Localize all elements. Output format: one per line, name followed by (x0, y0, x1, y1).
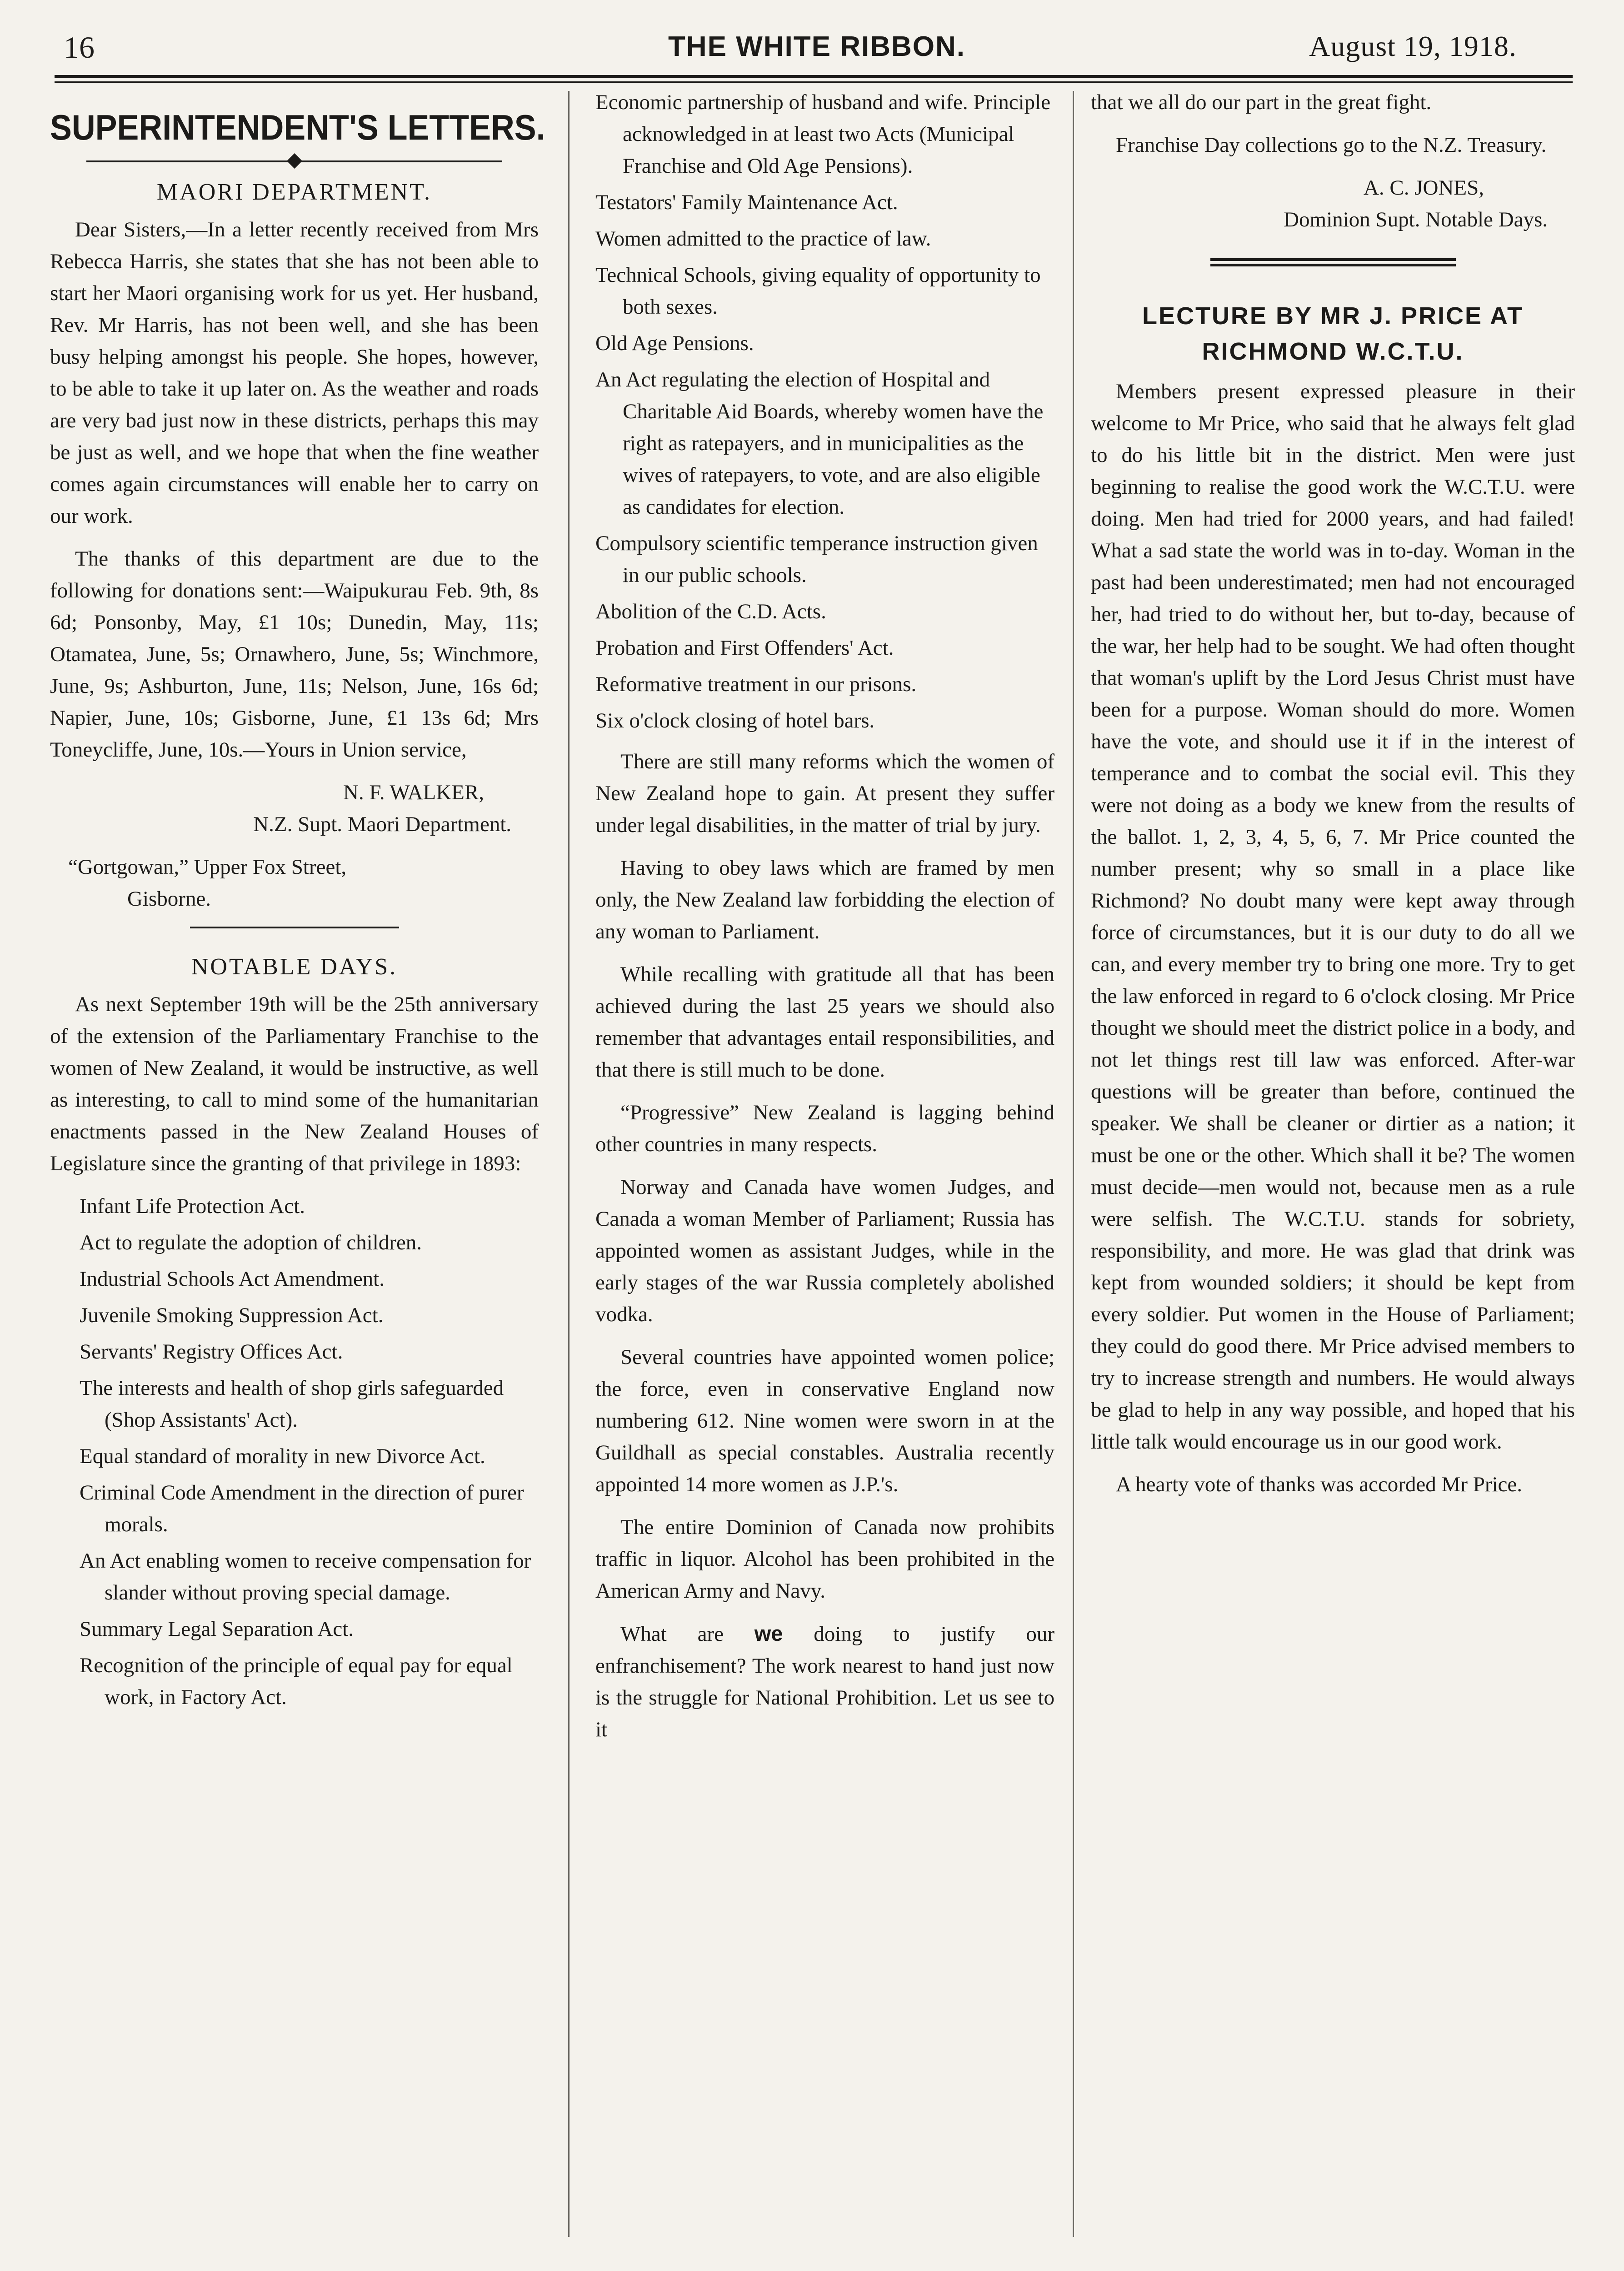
franchise-note: Franchise Day collections go to the N.Z. Treasury. (1116, 133, 1547, 157)
police-paragraph: Several countries have appointed women police; the force, even in conservative England now numbering 612. Nine women were sworn in at the Guildhall as special constables. Australia recently appointed 14 more women as J.P.'s. (595, 1345, 1054, 1496)
address-line: “Gortgowan,” Upper Fox Street, (68, 855, 347, 879)
list-item: An Act regulating the election of Hospital and Charitable Aid Boards, whereby women have the right as ratepayers, and in municipalities as the wives of ratepayers, to vote, and are also eligible as candidates for election. (595, 368, 1044, 519)
list-item: Act to regulate the adoption of children. (80, 1231, 422, 1254)
list-item: An Act enabling women to receive compensation for slander without proving special damage. (80, 1549, 531, 1604)
list-item: Juvenile Smoking Suppression Act. (80, 1303, 384, 1327)
signature-name: A. C. JONES, (1363, 176, 1484, 200)
list-item: Servants' Registry Offices Act. (80, 1340, 343, 1364)
reforms-paragraph: There are still many reforms which the women of New Zealand hope to gain. At present they suffer under legal disabilities, in the matter of trial by jury. (595, 750, 1054, 837)
laws-paragraph: Having to obey laws which are framed by men only, the New Zealand law forbidding the election of any woman to Parliament. (595, 856, 1054, 943)
column-divider (568, 91, 570, 2237)
notable-days-heading: NOTABLE DAYS. (191, 954, 398, 980)
canada-paragraph: The entire Dominion of Canada now prohibits traffic in liquor. Alcohol has been prohibited in the American Army and Navy. (595, 1515, 1054, 1603)
list-item: Women admitted to the practice of law. (595, 227, 931, 251)
list-item: Abolition of the C.D. Acts. (595, 600, 826, 623)
list-item: Old Age Pensions. (595, 331, 754, 355)
main-heading: SUPERINTENDENT'S LETTERS. (50, 107, 545, 147)
signature-title: Dominion Supt. Notable Days. (1284, 208, 1548, 231)
section-double-rule (1210, 258, 1456, 266)
header-rule (55, 75, 1573, 78)
list-item: Economic partnership of husband and wife. Principle acknowledged in at least two Acts (Municipal Franchise and Old Age Pensions). (595, 90, 1051, 178)
list-item: Infant Life Protection Act. (80, 1194, 305, 1218)
list-item: Technical Schools, giving equality of opportunity to both sexes. (595, 263, 1041, 319)
publication-title: THE WHITE RIBBON. (668, 31, 965, 62)
column-1 (50, 86, 545, 1722)
signature-name: N. F. WALKER, (343, 781, 484, 804)
continued-text: that we all do our part in the great fight. (1091, 90, 1432, 114)
ornamental-rule (50, 155, 539, 168)
list-item: Compulsory scientific temperance instruction given in our public schools. (595, 531, 1038, 587)
gratitude-paragraph: While recalling with gratitude all that has been achieved during the last 25 years we should also remember that advantages entail responsibilities, and that there is still much to be done. (595, 963, 1054, 1082)
list-item: The interests and health of shop girls safeguarded (Shop Assistants' Act). (80, 1376, 504, 1432)
list-item: Equal standard of morality in new Divorce Act. (80, 1444, 485, 1468)
address-line: Gisborne. (127, 887, 211, 911)
vote-of-thanks: A hearty vote of thanks was accorded Mr Price. (1116, 1473, 1523, 1496)
acts-list-continued (595, 86, 1054, 737)
notable-days-intro: As next September 19th will be the 25th anniversary of the extension of the Parliamentary Franchise to the women of New Zealand, it would be instructive, as well as interesting, to call to mind some of the humanitarian enactments passed in the New Zealand Houses of Legislature since the granting of that privilege in 1893: (50, 993, 539, 1175)
list-item: Reformative treatment in our prisons. (595, 672, 917, 696)
maori-letter-paragraph: Dear Sisters,—In a letter recently received from Mrs Rebecca Harris, she states that she has not been able to start her Maori organising work for us yet. Her husband, Rev. Mr Harris, has not been well, and she has been busy helping amongst his people. She hopes, however, to be able to take it up later on. As the weather and roads are very bad just now in these districts, perhaps this may be just as well, and we hope that when the fine weather comes again circumstances will enable her to carry on our work. (50, 218, 539, 528)
issue-date: August 19, 1918. (1309, 30, 1517, 62)
page-header (45, 25, 1554, 75)
list-item: Testators' Family Maintenance Act. (595, 191, 898, 214)
lecture-paragraph: Members present expressed pleasure in their welcome to Mr Price, who said that he always felt glad to do his little bit in the district. Men were just beginning to realise the good work the W.C.T.U. were doing. Men had tried for 2000 years, and had failed! What a sad state the world was in to-day. Woman in the past had been underestimated; men had not encouraged her, had tried to do without her, but to-day, because of the war, her help had to be sought. We had often thought that woman's uplift by the Lord Jesus Christ must have been for a purpose. Woman should do more. Women have the vote, and should use it if in the interest of temperance and to combat the social evil. This they were not doing as a body we knew from the results of the ballot. 1, 2, 3, 4, 5, 6, 7. Mr Price counted the number present; why so small in a place like Richmond? No doubt many were kept away through force of circumstances, but it is our duty to do all we can, and every member try to bring one more. Try to get the law enforced in regard to 6 o'clock closing. Mr Price thought we should meet the district police in a body, and not let things rest till law was enforced. After-war questions will be greater than before, continued the speaker. We shall be cleaner or dirtier as a nation; it must be one or the other. Which shall it be? The women must decide—men would not, because men as a rule were selfish. The W.C.T.U. stands for sobriety, responsibility, and more. He was glad that drink was kept from wounded soldiers; it should be kept from every soldier. Put women in the House of Parliament; they could do good there. Mr Price advised members to try to increase strength and numbers. He would always be glad to help in any way possible, and hoped that his little talk would encourage us in our good work. (1091, 380, 1575, 1454)
section-rule (190, 927, 399, 928)
column-divider (1073, 91, 1074, 2237)
header-rule-thin (55, 81, 1573, 83)
signature-title: N.Z. Supt. Maori Department. (253, 812, 511, 836)
list-item: Criminal Code Amendment in the direction of purer morals. (80, 1481, 524, 1536)
final-paragraph: What are we doing to justify our enfranchisement? The work nearest to hand just now is the struggle for National Prohibition. Let us see to it (595, 1621, 1055, 1741)
judges-paragraph: Norway and Canada have women Judges, and Canada a woman Member of Parliament; Russia has appointed women as assistant Judges, while in the early stages of the war Russia completely abolished vodka. (595, 1175, 1054, 1326)
column-3 (1091, 86, 1575, 1511)
maori-department-heading: MAORI DEPARTMENT. (156, 179, 432, 205)
list-item: Industrial Schools Act Amendment. (80, 1267, 385, 1291)
page-number: 16 (64, 30, 95, 65)
list-item: Six o'clock closing of hotel bars. (595, 709, 875, 732)
list-item: Recognition of the principle of equal pay for equal work, in Factory Act. (80, 1654, 513, 1709)
list-item: Probation and First Offenders' Act. (595, 636, 894, 660)
donations-paragraph: The thanks of this department are due to the following for donations sent:—Waipukurau Feb. 9th, 8s 6d; Ponsonby, May, £1 10s; Dunedin, May, 11s; Otamatea, June, 5s; Ornawhero, June, 5s; Winchmore, June, 9s; Ashburton, June, 11s; Nelson, June, 16s 6d; Napier, June, 10s; Gisborne, June, £1 13s 6d; Mrs Toneycliffe, June, 10s.—Yours in Union service, (50, 547, 539, 762)
lecture-heading: LECTURE BY MR J. PRICE AT RICHMOND W.C.T.U. (1142, 302, 1524, 365)
acts-list (50, 1190, 539, 1713)
column-2 (595, 86, 1054, 1756)
list-item: Summary Legal Separation Act. (80, 1617, 354, 1641)
emphasis-we: we (754, 1621, 783, 1645)
progressive-paragraph: “Progressive” New Zealand is lagging behind other countries in many respects. (595, 1101, 1054, 1156)
